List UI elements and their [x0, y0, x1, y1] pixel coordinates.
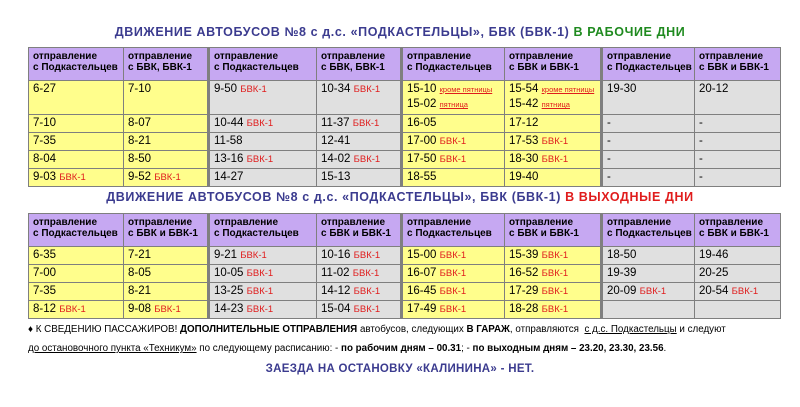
- time-cell: 16-07 БВК-1: [402, 265, 505, 283]
- header-cell: отправление с БВК и БВК-1: [124, 214, 209, 247]
- weekend-title-main: ДВИЖЕНИЕ АВТОБУСОВ №8 с д.с. «ПОДКАСТЕЛЬЦЫ», БВК (БВК-1): [106, 190, 561, 204]
- time-cell: 15-39 БВК-1: [505, 247, 602, 265]
- time-cell: 20-12: [695, 81, 781, 115]
- time-cell: 20-09 БВК-1: [602, 283, 695, 301]
- time-cell: 20-54 БВК-1: [695, 283, 781, 301]
- weekend-header-row: [29, 214, 781, 247]
- weekday-title: [0, 25, 800, 39]
- time-cell: 7-00: [29, 265, 124, 283]
- time-cell: -: [602, 115, 695, 133]
- time-cell: 11-02 БВК-1: [317, 265, 402, 283]
- time-cell: 10-44 БВК-1: [209, 115, 317, 133]
- time-cell: 7-35: [29, 283, 124, 301]
- time-cell: -: [695, 115, 781, 133]
- footer-note: ЗАЕЗДА НА ОСТАНОВКУ «КАЛИНИНА» - НЕТ.: [265, 363, 535, 375]
- header-cell: отправление с Подкастельцев: [29, 48, 124, 81]
- time-cell: -: [695, 169, 781, 187]
- time-cell: 9-08 БВК-1: [124, 301, 209, 319]
- time-cell: 17-29 БВК-1: [505, 283, 602, 301]
- header-cell: отправление с Подкастельцев: [209, 48, 317, 81]
- table-row: [29, 151, 781, 169]
- time-cell: 19-30: [602, 81, 695, 115]
- time-cell: 8-21: [124, 283, 209, 301]
- table-row: [29, 247, 781, 265]
- time-cell: -: [602, 133, 695, 151]
- time-cell: 18-30 БВК-1: [505, 151, 602, 169]
- header-cell: отправление с Подкастельцев: [602, 214, 695, 247]
- header-cell: отправление с БВК, БВК-1: [317, 48, 402, 81]
- time-cell: 15-10 кроме пятницы 15-02 пятница: [402, 81, 505, 115]
- table-row: [29, 133, 781, 151]
- time-cell: -: [695, 151, 781, 169]
- time-cell: 13-25 БВК-1: [209, 283, 317, 301]
- time-cell: 8-07: [124, 115, 209, 133]
- time-cell: 7-10: [29, 115, 124, 133]
- time-cell: -: [695, 133, 781, 151]
- header-cell: отправление с Подкастельцев: [602, 48, 695, 81]
- time-cell: 9-21 БВК-1: [209, 247, 317, 265]
- time-cell: [602, 301, 695, 319]
- time-cell: 18-50: [602, 247, 695, 265]
- time-cell: 13-16 БВК-1: [209, 151, 317, 169]
- header-cell: отправление с БВК и БВК-1: [505, 48, 602, 81]
- time-cell: 18-28 БВК-1: [505, 301, 602, 319]
- table-row: [29, 115, 781, 133]
- table-row: [29, 265, 781, 283]
- time-cell: 18-55: [402, 169, 505, 187]
- time-cell: 14-27: [209, 169, 317, 187]
- time-cell: 10-05 БВК-1: [209, 265, 317, 283]
- time-cell: 8-05: [124, 265, 209, 283]
- time-cell: 16-05: [402, 115, 505, 133]
- time-cell: 15-54 кроме пятницы 15-42 пятница: [505, 81, 602, 115]
- weekend-title: [0, 190, 800, 204]
- header-cell: отправление с Подкастельцев: [402, 48, 505, 81]
- passenger-notice: ♦ К СВЕДЕНИЮ ПАССАЖИРОВ! ДОПОЛНИТЕЛЬНЫЕ ОТПРАВЛЕНИЯ автобусов, следующих В ГАРАЖ, отправляются с д.с. Подкастельцы и следуют до остановочного пункта «Техникум» по следующему расписанию: - по рабочим дням – 00.31; - по выходным дням – 23.20, 23.30, 23.56.: [28, 324, 726, 354]
- header-cell: отправление с БВК и БВК-1: [695, 214, 781, 247]
- table-row: [29, 169, 781, 187]
- weekend-schedule-table: [28, 213, 781, 319]
- time-cell: 14-12 БВК-1: [317, 283, 402, 301]
- time-cell: 10-16 БВК-1: [317, 247, 402, 265]
- time-cell: 7-10: [124, 81, 209, 115]
- table-row: [29, 283, 781, 301]
- time-cell: 17-53 БВК-1: [505, 133, 602, 151]
- time-cell: 15-04 БВК-1: [317, 301, 402, 319]
- table-row: [29, 301, 781, 319]
- time-cell: 7-21: [124, 247, 209, 265]
- time-cell: 9-52 БВК-1: [124, 169, 209, 187]
- time-cell: 20-25: [695, 265, 781, 283]
- time-cell: 6-27: [29, 81, 124, 115]
- header-cell: отправление с Подкастельцев: [209, 214, 317, 247]
- header-cell: отправление с БВК и БВК-1: [317, 214, 402, 247]
- time-cell: 16-52 БВК-1: [505, 265, 602, 283]
- time-cell: -: [602, 169, 695, 187]
- time-cell: 12-41: [317, 133, 402, 151]
- time-cell: 10-34 БВК-1: [317, 81, 402, 115]
- time-cell: 9-50 БВК-1: [209, 81, 317, 115]
- time-cell: 9-03 БВК-1: [29, 169, 124, 187]
- weekend-title-highlight: В ВЫХОДНЫЕ ДНИ: [565, 190, 694, 204]
- header-cell: отправление с Подкастельцев: [402, 214, 505, 247]
- weekday-schedule-table: [28, 47, 781, 187]
- header-cell: отправление с БВК, БВК-1: [124, 48, 209, 81]
- time-cell: 11-58: [209, 133, 317, 151]
- time-cell: 8-50: [124, 151, 209, 169]
- time-cell: 16-45 БВК-1: [402, 283, 505, 301]
- time-cell: 19-39: [602, 265, 695, 283]
- weekday-title-main: ДВИЖЕНИЕ АВТОБУСОВ №8 с д.с. «ПОДКАСТЕЛЬЦЫ», БВК (БВК-1): [114, 25, 570, 39]
- header-cell: отправление с БВК и БВК-1: [505, 214, 602, 247]
- time-cell: -: [602, 151, 695, 169]
- time-cell: 17-12: [505, 115, 602, 133]
- weekday-title-highlight: В РАБОЧИЕ ДНИ: [573, 25, 686, 39]
- time-cell: 19-46: [695, 247, 781, 265]
- time-cell: 6-35: [29, 247, 124, 265]
- weekday-header-row: [29, 48, 781, 81]
- time-cell: 15-00 БВК-1: [402, 247, 505, 265]
- time-cell: 17-00 БВК-1: [402, 133, 505, 151]
- header-cell: отправление с БВК и БВК-1: [695, 48, 781, 81]
- time-cell: 11-37 БВК-1: [317, 115, 402, 133]
- header-cell: отправление с Подкастельцев: [29, 214, 124, 247]
- time-cell: 7-35: [29, 133, 124, 151]
- table-row: [29, 81, 781, 115]
- time-cell: 17-50 БВК-1: [402, 151, 505, 169]
- time-cell: 14-23 БВК-1: [209, 301, 317, 319]
- time-cell: 15-13: [317, 169, 402, 187]
- time-cell: 8-04: [29, 151, 124, 169]
- time-cell: 19-40: [505, 169, 602, 187]
- time-cell: 14-02 БВК-1: [317, 151, 402, 169]
- time-cell: 17-49 БВК-1: [402, 301, 505, 319]
- time-cell: 8-12 БВК-1: [29, 301, 124, 319]
- time-cell: 8-21: [124, 133, 209, 151]
- time-cell: [695, 301, 781, 319]
